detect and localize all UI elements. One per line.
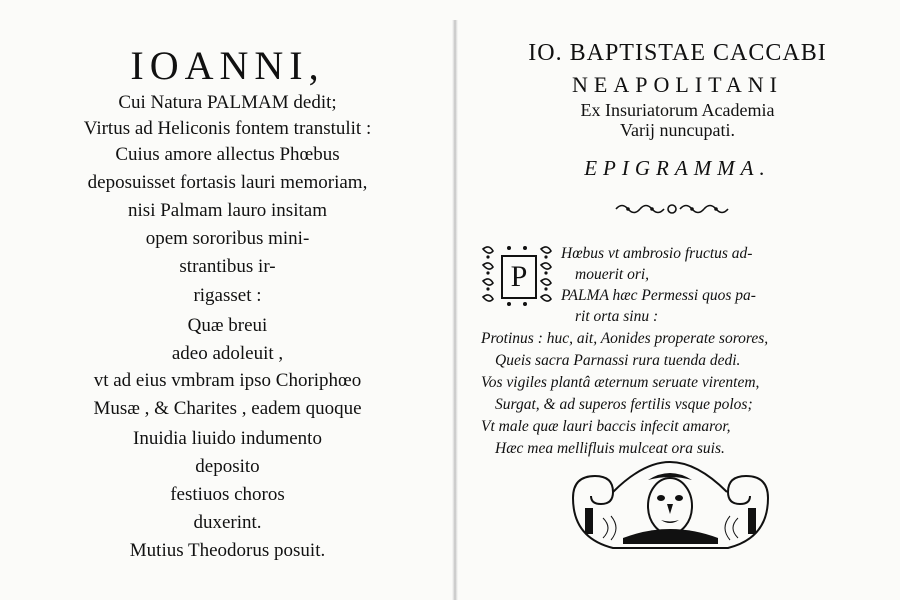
epigram-line: Queis sacra Parnassi rura tuenda dedi.	[495, 352, 741, 369]
epigram-line: Hæc mea mellifluis mulceat ora suis.	[495, 440, 725, 457]
dedication-line: festiuos choros	[170, 484, 285, 505]
dedication-line: deposuisset fortasis lauri memoriam,	[87, 172, 368, 193]
drop-cap: P	[510, 260, 528, 293]
dedication-line: deposito	[195, 456, 260, 477]
dedication-signature: Mutius Theodorus posuit.	[129, 540, 326, 561]
epigram-line: Hœbus vt ambrosio fructus ad-	[561, 245, 753, 262]
dedication-line: Inuidia liuido indumento	[133, 428, 322, 449]
epigram-line: Protinus : huc, ait, Aonides properate sorores,	[481, 330, 769, 347]
epigram-line: rit orta sinu :	[575, 308, 659, 325]
initial-frame	[501, 255, 537, 299]
epigram-line: mouerit ori,	[575, 266, 650, 283]
dedication-line: strantibus ir-	[179, 256, 276, 277]
dedication-title: IOANNI,	[130, 43, 325, 88]
dedication-line: Virtus ad Heliconis fontem transtulit :	[83, 118, 372, 139]
dedication-line: Cui Natura PALMAM dedit;	[118, 92, 337, 113]
author-academy: Ex Insuriatorum Academia	[580, 100, 775, 120]
dedication-line: Quæ breui	[187, 315, 268, 336]
dedication-line: opem sororibus mini-	[145, 228, 310, 249]
author-nickname: Varij nuncupati.	[620, 120, 735, 140]
dedication-line: Cuius amore allectus Phœbus	[115, 144, 340, 165]
epigram-line: Vos vigiles plantâ æternum seruate virentem,	[481, 374, 760, 391]
fleuron-ornament-icon	[612, 200, 732, 218]
decorated-initial	[479, 243, 555, 309]
dedication-line: Musæ , & Charites , eadem quoque	[93, 398, 362, 419]
dedication-line: duxerint.	[193, 512, 262, 533]
dedication-line: adeo adoleuit ,	[171, 343, 284, 364]
mascaron-tailpiece-icon	[563, 458, 778, 558]
epigram-heading: EPIGRAMMA.	[584, 156, 771, 180]
epigram-line: Vt male quæ lauri baccis infecit amaror,	[481, 418, 731, 435]
author-origin: NEAPOLITANI	[572, 72, 783, 97]
dedication-line: vt ad eius vmbram ipso Choriphœo	[93, 370, 362, 391]
dedication-line: rigasset :	[193, 285, 262, 306]
dedication-line: nisi Palmam lauro insitam	[128, 200, 327, 221]
epigram-line: Surgat, & ad superos fertilis vsque polos;	[495, 396, 753, 413]
author-name: IO. BAPTISTAE CACCABI	[528, 40, 827, 66]
epigram-line: PALMA hæc Permessi quos pa-	[561, 287, 756, 304]
